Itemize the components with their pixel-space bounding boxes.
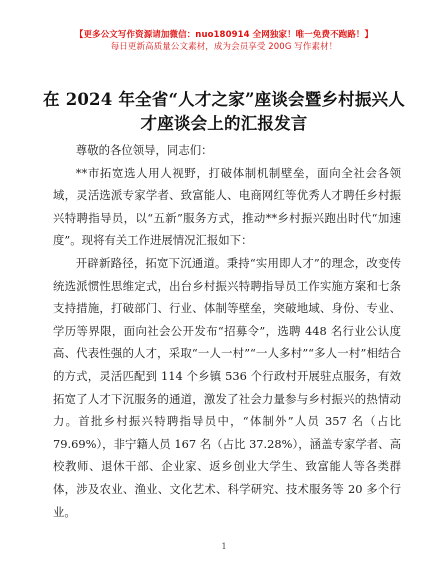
promo-line-1: 【更多公文写作资源请加微信：nuo180914 全网独家！唯一免费不跑路！】 — [74, 30, 374, 40]
paragraph-new-path: 开辟新路径，拓宽下沉通道。秉持“实用即人才”的理念，改变传统选派惯性思维定式，出台乡村振兴特聘指导员工作实施方案和七条支持措施，打破部门、行业、体制等壁垒，突破地域、身份、专业、学历等界限，面向社会公开发布“招募令”，选聘 448 名行业公认度高、代表性强的人才，采取“一人一村”“一人多村”“多人一村”相结合的方式，灵活匹配到 114 个乡镇 536 个行政村开展驻点服务，有效拓宽了人才下沉服务的通道，激发了社会力量参与乡村振兴的热情动力。首批乡村振兴特聘指导员中，“体制外”人员 357 名（占比 79.69%），非宁籍人员 167 名（占比 37.28%），涵盖专家学者、高校教师、退休干部、企业家、返乡创业大学生、致富能人等各类群体，涉及农业、渔业、文化艺术、科学研究、技术服务等 20 多个行业。 — [53, 255, 401, 519]
promo-banner — [0, 29, 448, 53]
salutation: 尊敬的各位领导，同志们： — [75, 143, 213, 157]
promo-line-2: 每日更新高质量公文素材，成为会员享受 200G 写作素材！ — [110, 42, 338, 52]
paragraph-intro: **市拓宽选人用人视野，打破体制机制壁垒，面向全社会各领域，灵活选派专家学者、致富能人、电商网红等优秀人才聘任乡村振兴特聘指导员，以“五新”服务方式，推动**乡村振兴跑出时代“加速度”。现将有关工作进展情况汇报如下： — [53, 165, 401, 248]
document-title: 在 2024 年全省“人才之家”座谈会暨乡村振兴人才座谈会上的汇报发言 — [43, 90, 405, 133]
page-number: 1 — [221, 542, 227, 551]
document-body — [53, 139, 401, 523]
